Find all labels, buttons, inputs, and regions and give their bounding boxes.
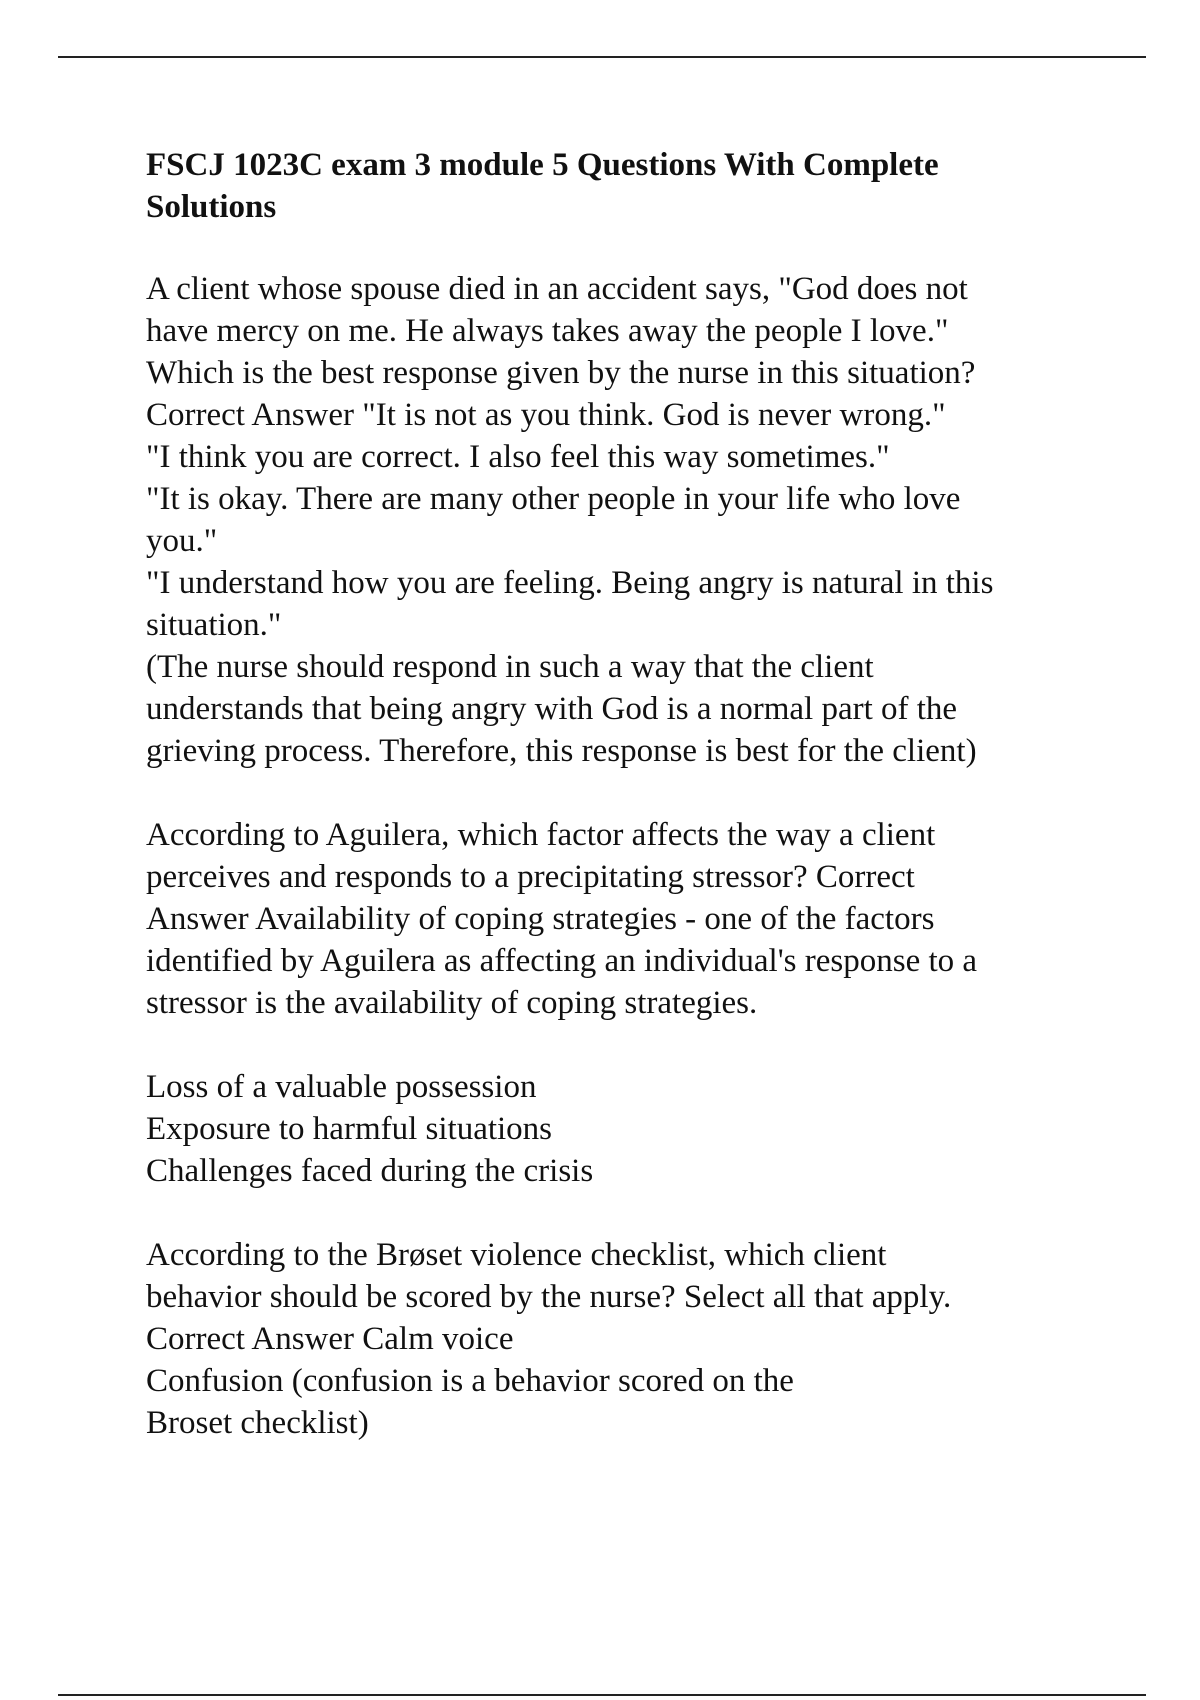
text-line: have mercy on me. He always takes away the people I love." <box>146 313 949 349</box>
text-line: behavior should be scored by the nurse? Select all that apply. <box>146 1279 952 1315</box>
text-line: Correct Answer "It is not as you think. God is never wrong." <box>146 397 946 433</box>
text-line: you." <box>146 523 218 559</box>
bottom-divider <box>58 1694 1146 1696</box>
text-line: (The nurse should respond in such a way that the client <box>146 649 874 685</box>
text-line: "It is okay. There are many other people in your life who love <box>146 481 961 517</box>
document-title <box>146 144 1106 228</box>
question-block-3 <box>146 1234 1106 1444</box>
question-block-2 <box>146 814 1106 1024</box>
document-body <box>146 144 1106 1486</box>
text-line: Broset checklist) <box>146 1405 369 1441</box>
text-line: According to Aguilera, which factor affects the way a client <box>146 817 936 853</box>
text-line: According to the Brøset violence checklist, which client <box>146 1237 887 1273</box>
text-line: understands that being angry with God is a normal part of the <box>146 691 958 727</box>
title-line: FSCJ 1023C exam 3 module 5 Questions With Complete <box>146 147 939 183</box>
text-line: Exposure to harmful situations <box>146 1111 553 1147</box>
title-line: Solutions <box>146 189 277 225</box>
options-block <box>146 1066 1106 1192</box>
text-line: Confusion (confusion is a behavior scored on the <box>146 1363 794 1399</box>
text-line: identified by Aguilera as affecting an individual's response to a <box>146 943 978 979</box>
text-line: A client whose spouse died in an accident says, "God does not <box>146 271 968 307</box>
text-line: Correct Answer Calm voice <box>146 1321 514 1357</box>
top-divider <box>58 56 1146 58</box>
text-line: "I understand how you are feeling. Being angry is natural in this <box>146 565 994 601</box>
text-line: Answer Availability of coping strategies - one of the factors <box>146 901 935 937</box>
text-line: Loss of a valuable possession <box>146 1069 537 1105</box>
text-line: situation." <box>146 607 282 643</box>
text-line: "I think you are correct. I also feel this way sometimes." <box>146 439 890 475</box>
text-line: stressor is the availability of coping strategies. <box>146 985 758 1021</box>
text-line: grieving process. Therefore, this response is best for the client) <box>146 733 977 769</box>
text-line: Which is the best response given by the nurse in this situation? <box>146 355 976 391</box>
text-line: perceives and responds to a precipitating stressor? Correct <box>146 859 915 895</box>
question-block-1 <box>146 268 1106 772</box>
text-line: Challenges faced during the crisis <box>146 1153 594 1189</box>
